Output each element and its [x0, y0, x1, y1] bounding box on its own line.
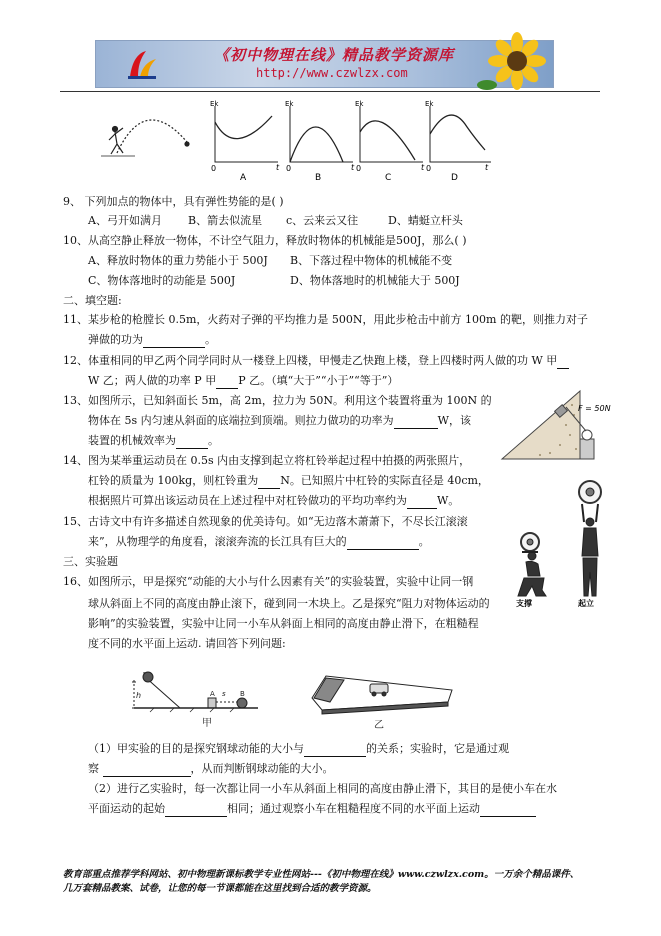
q13-blank-efficiency[interactable] [176, 434, 208, 449]
weightlifter-label-stand: 起立 [578, 599, 594, 608]
experiment-figures [130, 668, 460, 734]
q16-line4: 度不同的水平面上运动. 请回答下列问题: [88, 637, 286, 650]
graph-a-label: A [240, 173, 247, 183]
svg-text:0: 0 [426, 164, 432, 173]
q16-sub1-blank-factor[interactable] [304, 742, 366, 757]
figure-jia-label: 甲 [202, 718, 212, 729]
svg-text:0: 0 [211, 164, 217, 173]
section-fill-in-title: 二、填空题: [63, 294, 122, 307]
q13-line1: 13、如图所示，已知斜面长 5m，高 2m，拉力为 50N。利用这个装置将重为 100N 的 [63, 394, 492, 407]
q14-blank-weight[interactable] [258, 474, 280, 489]
graph-a [210, 100, 280, 183]
incline-figure [500, 385, 611, 463]
weightlifter-squat [518, 533, 546, 596]
q16-sub1-line1: （1）甲实验的目的是探究钢球动能的大小与 的关系；实验时，它是通过观 [88, 742, 509, 755]
q16-sub2-line2: 平面运动的起始 相同；通过观察小车在粗糙程度不同的水平面上运动 [88, 802, 536, 817]
q10-option-c: C、物体落地时的动能是 500J [88, 274, 236, 287]
graph-d [425, 100, 491, 183]
svg-text:A: A [210, 690, 215, 698]
header-banner [95, 40, 554, 88]
svg-text:Ek: Ek [210, 100, 219, 108]
q13-line3: 装置的机械效率为 。 [88, 434, 219, 447]
svg-text:t: t [485, 163, 489, 172]
weightlifter-label-support: 支撑 [516, 599, 532, 608]
q16-sub2-blank-observe[interactable] [480, 802, 536, 817]
weightlifter-standing [579, 481, 601, 596]
graph-b-label: B [315, 173, 322, 183]
q16-sub1-line2: 察 ，从而判断钢球动能的大小。 [88, 762, 334, 775]
graph-b [285, 100, 355, 183]
svg-text:t: t [351, 163, 355, 172]
q9-option-c: c、云来云又往 [286, 214, 359, 227]
q15-answer-blank[interactable] [347, 535, 419, 550]
q11-answer-blank[interactable] [143, 333, 205, 348]
q14-line1: 14、图为某举重运动员在 0.5s 内由支撑到起立将杠铃举起过程中拍摄的两张照片， [63, 454, 471, 467]
q14-blank-power[interactable] [407, 494, 437, 509]
q10-option-d: D、物体落地时的机械能大于 500J [290, 274, 460, 287]
footer-line1: 教育部重点推荐学科网站、初中物理新课标教学专业性网站---《初中物理在线》www.czwlzx.com。一万余个精品课件、 [63, 869, 580, 880]
svg-text:0: 0 [286, 164, 292, 173]
energy-graphs-figure [95, 98, 495, 188]
q9-option-d: D、蜻蜓立杆头 [388, 214, 463, 227]
graph-d-label: D [451, 173, 458, 183]
q15-line2: 来”，从物理学的角度看，滚滚奔流的长江具有巨大的 。 [88, 535, 430, 548]
svg-text:s: s [222, 690, 226, 698]
q16-sub2-line1: （2）进行乙实验时，每一次都让同一小车从斜面上相同的高度由静止滑下，其目的是使小车在水 [88, 782, 557, 795]
banner-title: 《初中物理在线》精品教学资源库 [214, 46, 455, 64]
q16-sub1-blank-observe[interactable] [103, 762, 191, 777]
svg-text:t: t [276, 163, 280, 172]
ball-thrower-illustration [101, 120, 189, 156]
section-experiment-title: 三、实验题 [63, 555, 118, 568]
q16-line1: 16、如图所示，甲是探究“动能的大小与什么因素有关”的实验装置，实验中让同一钢 [63, 575, 474, 588]
q10-option-a: A、释放时物体的重力势能小于 500J [88, 254, 268, 267]
q16-line2: 球从斜面上不同的高度由静止滚下，碰到同一木块上。乙是探究“阻力对物体运动的 [88, 597, 490, 610]
q14-line2: 杠铃的质量为 100kg，则杠铃重为 N。已知照片中杠铃的实际直径是 40cm， [88, 474, 489, 487]
q10-stem: 10、从高空静止释放一物体，不计空气阻力，释放时物体的机械能是500J，那么( ) [63, 234, 467, 247]
graph-c-label: C [385, 173, 392, 183]
q12-blank-work[interactable] [557, 354, 569, 369]
banner-url[interactable]: http://www.czwlzx.com [256, 66, 408, 80]
q12-blank-power[interactable] [216, 374, 238, 389]
sunflower-icon [477, 35, 547, 95]
svg-text:t: t [421, 163, 425, 172]
q13-line2: 物体在 5s 内匀速从斜面的底端拉到顶端。则拉力做功的功率为 W，该 [88, 414, 471, 427]
incline-force-label: F = 50N [578, 404, 611, 413]
weightlifter-figure [508, 478, 610, 610]
svg-text:h: h [136, 691, 142, 700]
q13-blank-power[interactable] [394, 414, 438, 429]
q16-sub2-blank-start[interactable] [165, 802, 227, 817]
q15-line1: 15、古诗文中有许多描述自然现象的优美诗句。如“无边落木萧萧下，不尽长江滚滚 [63, 515, 468, 528]
q10-option-b: B、下落过程中物体的机械能不变 [290, 254, 453, 267]
q16-line3: 影响”的实验装置，实验中让同一小车从斜面上相同的高度由静止滑下，在粗糙程 [88, 617, 479, 630]
experiment-yi [312, 676, 452, 731]
header-divider [60, 91, 600, 92]
q12-line1: 12、体重相同的甲乙两个同学同时从一楼登上四楼，甲慢走乙快跑上楼，登上四楼时两人做的功 W 甲 [63, 354, 569, 369]
q11-line2: 弹做的功为 。 [88, 333, 216, 346]
graph-c [355, 100, 425, 183]
experiment-jia [132, 672, 258, 729]
q12-line2: W 乙；两人做的功率 P 甲 P 乙。（填“大于”“小于”“等于”） [88, 374, 399, 387]
q9-option-b: B、箭去似流星 [188, 214, 263, 227]
q9-stem: 9、 下列加点的物体中，具有弹性势能的是( ) [63, 195, 284, 208]
svg-text:Ek: Ek [425, 100, 434, 108]
svg-text:B: B [240, 690, 245, 698]
svg-text:Ek: Ek [355, 100, 364, 108]
q9-option-a: A、弓开如满月 [88, 214, 162, 227]
site-logo-icon [124, 47, 160, 81]
figure-yi-label: 乙 [374, 720, 384, 731]
svg-text:0: 0 [356, 164, 362, 173]
q14-line3: 根据照片可算出该运动员在上述过程中对杠铃做功的平均功率约为 W。 [88, 494, 460, 507]
q11-line1: 11、某步枪的枪膛长 0.5m，火药对子弹的平均推力是 500N，用此步枪击中前方 100m 的靶，则推力对子 [63, 313, 588, 326]
svg-text:Ek: Ek [285, 100, 294, 108]
footer-line2: 几万套精品教案、试卷，让您的每一节课都能在这里找到合适的教学资源。 [63, 883, 377, 894]
